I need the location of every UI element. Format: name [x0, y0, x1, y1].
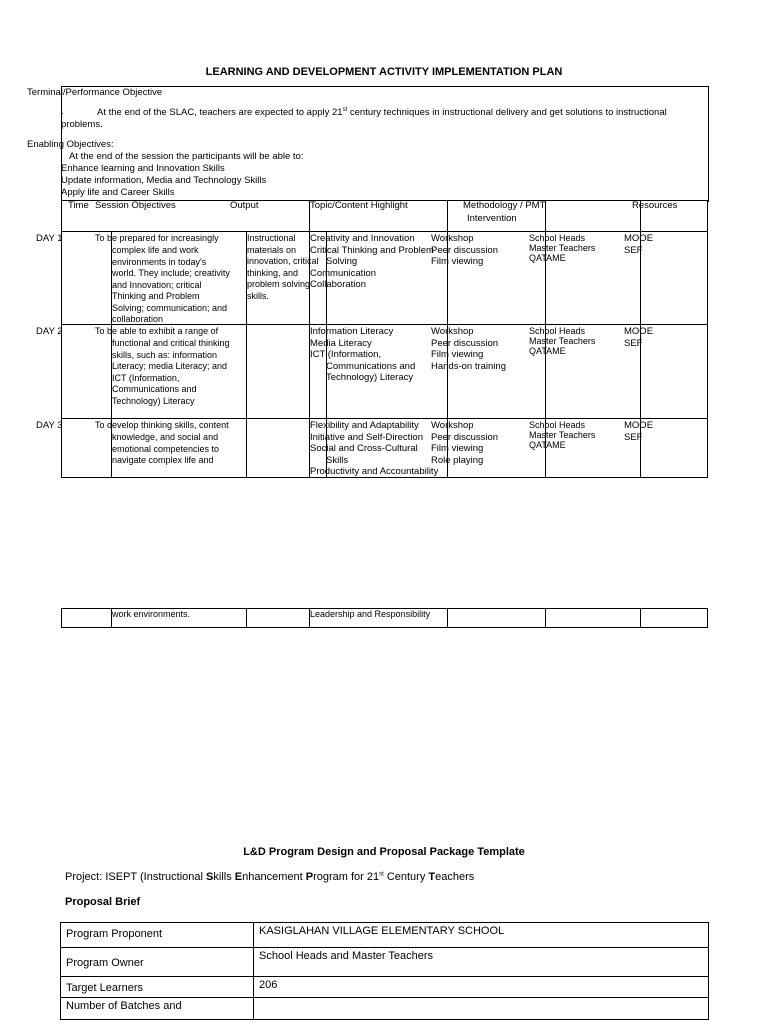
project-line: Project: ISEPT (Instructional Skills Enhancement Program for 21st Century Teachers: [65, 871, 475, 883]
brief-value: School Heads and Master Teachers: [254, 948, 709, 977]
terminal-objective-label: Terminal/Performance Objective: [27, 87, 163, 98]
enabling-intro: At the end of the session the participants will be able to:: [69, 151, 304, 162]
day-3-objective: knowledge, and social and emotional competencies to navigate complex life and: [112, 432, 220, 465]
brief-label: Number of Batches and: [61, 998, 254, 1020]
proposal-brief-title: Proposal Brief: [65, 896, 141, 908]
header-methodology: Methodology / PMT: [463, 200, 546, 211]
day-2-objective: functional and critical thinking skills, such as: information Literacy; media Literacy; and ICT (Information, Communications and Technology) Literacy: [112, 338, 230, 406]
table-row: [61, 923, 709, 948]
brief-label: Target Learners: [61, 977, 254, 998]
day-3-label: DAY 3: [36, 420, 63, 431]
terminal-objective-text: At the end of the SLAC, teachers are expected to apply 21st century techniques in instructional delivery and get solutions to instructional: [97, 106, 667, 118]
brief-label: Program Proponent: [61, 923, 254, 948]
day-1-label: DAY 1: [36, 233, 63, 244]
table-row: [61, 998, 709, 1020]
continuation-topic: Leadership and Responsibility: [310, 609, 431, 619]
table-row: [61, 948, 709, 977]
day-3-objective-first: To develop thinking skills, content: [95, 420, 229, 430]
terminal-dot: .: [61, 106, 64, 117]
enabling-item-3: Apply life and Career Skills: [61, 187, 175, 198]
brief-value: KASIGLAHAN VILLAGE ELEMENTARY SCHOOL: [254, 923, 709, 948]
day-1-objective-first: To be prepared for increasingly: [95, 233, 219, 243]
day-2-label: DAY 2: [36, 326, 63, 337]
table-row: [61, 977, 709, 998]
header-resources: Resources: [632, 200, 678, 211]
plan-title: LEARNING AND DEVELOPMENT ACTIVITY IMPLEMENTATION PLAN: [205, 66, 563, 78]
day-1-methodology: Workshop Peer discussion Film viewing: [431, 233, 499, 267]
proposal-title: L&D Program Design and Proposal Package Template: [243, 846, 525, 858]
brief-label: Program Owner: [61, 948, 254, 977]
day-3-pmt: School Heads Master Teachers QATAME: [529, 420, 596, 450]
continuation-objective: work environments.: [112, 609, 191, 619]
enabling-item-2: Update information, Media and Technology Skills: [61, 175, 267, 186]
day-1-topic: Creativity and Innovation Critical Thinking and Problem Solving Communication Collaboration: [310, 233, 434, 290]
proposal-brief-table: [60, 922, 709, 1020]
header-intervention: Intervention: [467, 213, 517, 224]
enabling-item-1: Enhance learning and Innovation Skills: [61, 163, 225, 174]
day-2-objective-first: To be able to exhibit a range of: [95, 326, 219, 336]
enabling-objectives-label: Enabling Objectives:: [27, 139, 114, 150]
day-2-resources: MOOE SEF: [624, 326, 654, 349]
header-output: Output: [230, 200, 259, 211]
terminal-objective-text-2: problems.: [61, 119, 103, 130]
day-3-resources: MOOE SEF: [624, 420, 654, 443]
brief-value: 206: [254, 977, 709, 998]
header-topic: Topic/Content Highlight: [310, 200, 408, 211]
day-1-resources: MOOE SEF: [624, 233, 654, 256]
day-3-methodology: Workshop Peer discussion Film viewing Role playing: [431, 420, 499, 466]
header-time: Time: [68, 200, 89, 211]
day-2-topic: Information Literacy Media Literacy ICT (Information, Communications and Technology) Literacy: [310, 326, 416, 383]
day-3-topic: Flexibility and Adaptability Initiative and Self-Direction Social and Cross-Cultural Skills Productivity and Accountability: [310, 420, 439, 477]
day-1-objective: complex life and work environments in today's world. They include; creativity and Innovation; critical Thinking and Problem Solving; communication; and collaboration: [112, 245, 230, 324]
day-2-methodology: Workshop Peer discussion Film viewing Hands-on training: [431, 326, 506, 372]
header-session-objectives: Session Objectives: [95, 200, 176, 211]
brief-value: [254, 998, 709, 1020]
day-2-pmt: School Heads Master Teachers QATAME: [529, 326, 596, 356]
day-1-pmt: School Heads Master Teachers QATAME: [529, 233, 596, 263]
day-1-output: Instructional materials on innovation, critical thinking, and problem solving skills.: [247, 233, 319, 301]
